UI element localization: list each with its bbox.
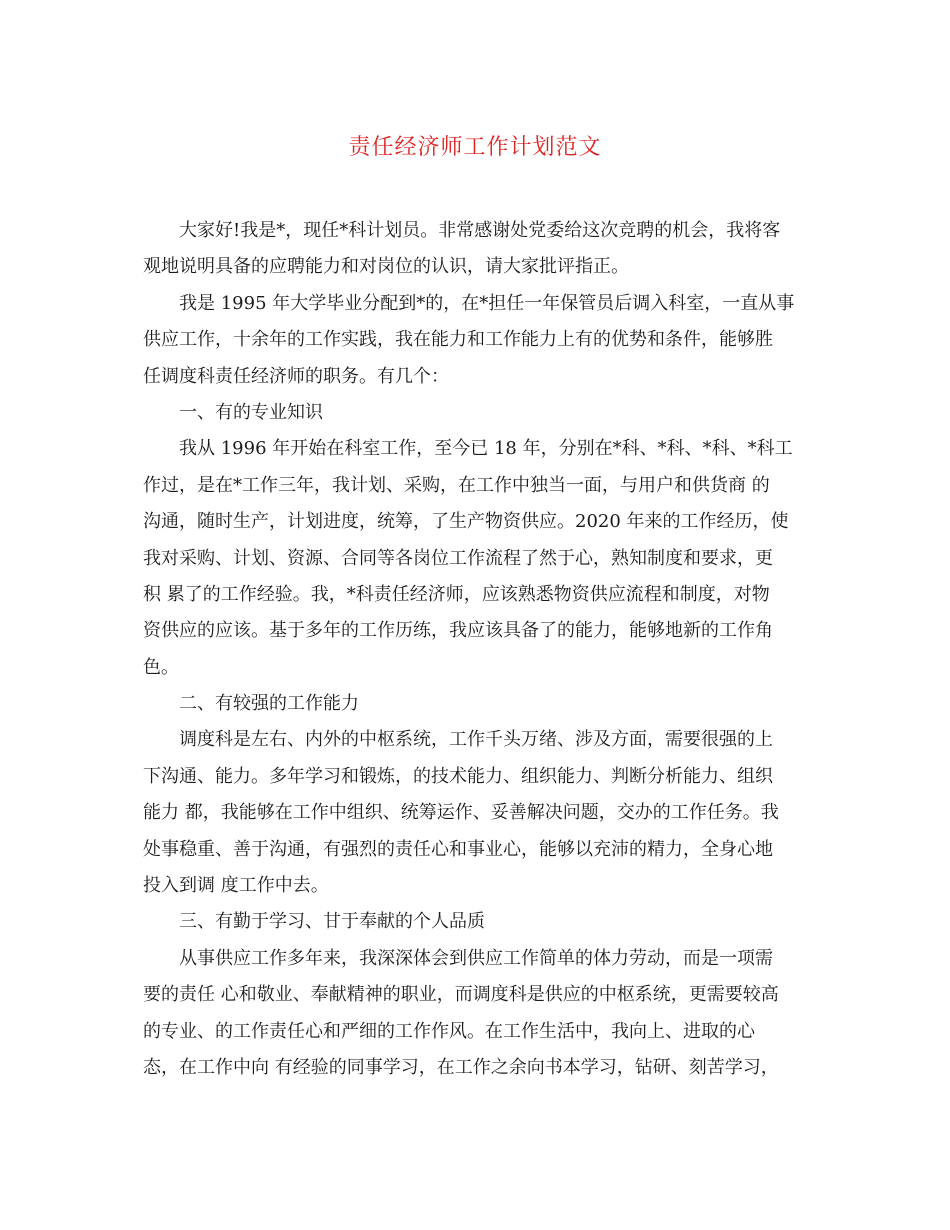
- text-line: 能力 都，我能够在工作中组织、统筹运作、妥善解决问题，交办的工作任务。我: [143, 802, 779, 824]
- section-heading: 一、有的专业知识: [179, 401, 323, 423]
- text-line: 沟通，随时生产，计划进度，统筹，了生产物资供应。2020 年来的工作经历，使: [143, 511, 789, 533]
- text-line: 资供应的应该。基于多年的工作历练，我应该具备了的能力，能够地新的工作角: [143, 620, 773, 642]
- text-line: 作过，是在*工作三年，我计划、采购，在工作中独当一面，与用户和供货商 的: [143, 474, 770, 496]
- text-line: 大家好!我是*，现任*科计划员。非常感谢处党委给这次竞聘的机会，我将客: [179, 220, 781, 241]
- text-line: 我对采购、计划、资源、合同等各岗位工作流程了然于心，熟知制度和要求，更: [143, 547, 773, 569]
- section-heading: 三、有勤于学习、甘于奉献的个人品质: [179, 911, 485, 933]
- text-line: 下沟通、能力。多年学习和锻炼，的技术能力、组织能力、判断分析能力、组织: [143, 765, 773, 787]
- text-line: 态，在工作中向 有经验的同事学习，在工作之余向书本学习，钻研、刻苦学习，: [143, 1056, 779, 1078]
- text-line: 处事稳重、善于沟通，有强烈的责任心和事业心，能够以充沛的精力，全身心地: [143, 838, 773, 860]
- text-line: 观地说明具备的应聘能力和对岗位的认识，请大家批评指正。: [143, 256, 629, 278]
- text-line: 我从 1996 年开始在科室工作，至今已 18 年，分别在*科、*科、*科、*科工: [179, 438, 793, 460]
- section-heading: 二、有较强的工作能力: [179, 693, 359, 715]
- text-line: 色。: [143, 656, 179, 678]
- document-title: 责任经济师工作计划范文: [348, 135, 602, 160]
- text-line: 任调度科责任经济师的职务。有几个：: [143, 365, 449, 387]
- document-body: [143, 213, 813, 1086]
- text-line: 我是 1995 年大学毕业分配到*的，在*担任一年保管员后调入科室，一直从事: [179, 292, 795, 314]
- text-line: 投入到调 度工作中去。: [143, 875, 329, 897]
- text-line: 供应工作，十余年的工作实践，我在能力和工作能力上有的优势和条件，能够胜: [143, 329, 773, 351]
- text-line: 要的责任 心和敬业、奉献精神的职业，而调度科是供应的中枢系统，更需要较高: [143, 984, 779, 1006]
- text-line: 调度科是左右、内外的中枢系统，工作千头万绪、涉及方面，需要很强的上: [179, 729, 773, 751]
- text-line: 从事供应工作多年来，我深深体会到供应工作简单的体力劳动，而是一项需: [179, 947, 773, 969]
- text-line: 的专业、的工作责任心和严细的工作作风。在工作生活中，我向上、进取的心: [143, 1020, 755, 1042]
- text-line: 积 累了的工作经验。我，*科责任经济师，应该熟悉物资供应流程和制度，对物: [143, 583, 770, 605]
